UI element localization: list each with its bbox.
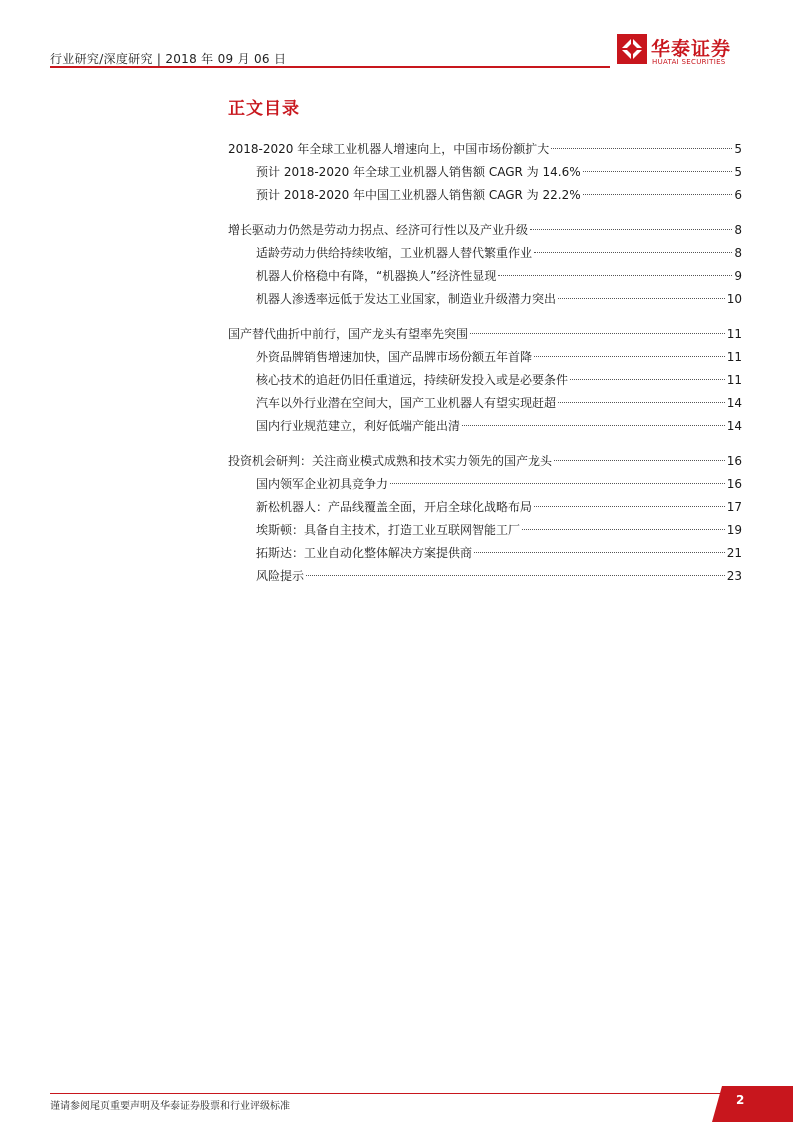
toc-entry[interactable] xyxy=(228,452,742,470)
brand-name-en: HUATAI SECURITIES xyxy=(652,58,726,66)
toc-entry-label: 适龄劳动力供给持续收缩，工业机器人替代繁重作业 xyxy=(256,246,533,260)
toc-leader-dots xyxy=(306,575,725,576)
toc-title: 正文目录 xyxy=(228,99,300,119)
toc-entry[interactable] xyxy=(256,163,742,181)
toc-leader-dots xyxy=(558,298,725,299)
toc-leader-dots xyxy=(583,194,733,195)
toc-entry-label: 拓斯达：工业自动化整体解决方案提供商 xyxy=(256,546,473,560)
footer-divider xyxy=(50,1093,720,1094)
toc-entry-label: 国产替代曲折中前行，国产龙头有望率先突围 xyxy=(228,327,469,341)
toc-entry-label: 机器人价格稳中有降，“机器换人”经济性显现 xyxy=(256,269,497,283)
toc-entry-label: 2018-2020 年全球工业机器人增速向上，中国市场份额扩大 xyxy=(228,142,550,156)
toc-entry[interactable] xyxy=(256,290,742,308)
toc-entry[interactable] xyxy=(256,244,742,262)
toc-leader-dots xyxy=(522,529,725,530)
toc-leader-dots xyxy=(462,425,725,426)
toc-leader-dots xyxy=(470,333,725,334)
toc-entry-page: 8 xyxy=(734,223,742,237)
toc-entry[interactable] xyxy=(256,371,742,389)
toc-entry[interactable] xyxy=(228,325,742,343)
header-divider xyxy=(50,66,610,68)
toc-entry-page: 19 xyxy=(726,523,742,537)
toc-entry-page: 8 xyxy=(734,246,742,260)
toc-entry-page: 11 xyxy=(726,373,742,387)
toc-entry-label: 预计 2018-2020 年中国工业机器人销售额 CAGR 为 22.2% xyxy=(256,188,581,202)
toc-entry-page: 16 xyxy=(726,477,742,491)
toc-entry-label: 投资机会研判：关注商业模式成熟和技术实力领先的国产龙头 xyxy=(228,454,553,468)
page-number: 2 xyxy=(736,1093,745,1107)
toc-entry[interactable] xyxy=(256,348,742,366)
toc-leader-dots xyxy=(474,552,725,553)
toc-entry-page: 17 xyxy=(726,500,742,514)
footer-disclaimer: 谨请参阅尾页重要声明及华泰证券股票和行业评级标准 xyxy=(50,1101,290,1112)
toc-entry-label: 风险提示 xyxy=(256,569,305,583)
toc-leader-dots xyxy=(583,171,733,172)
header-text: 行业研究/深度研究 | 2018 年 09 月 06 日 xyxy=(50,52,287,66)
toc-leader-dots xyxy=(570,379,725,380)
huatai-logo-icon xyxy=(617,34,647,64)
toc-leader-dots xyxy=(534,506,725,507)
toc-entry[interactable] xyxy=(256,521,742,539)
toc-entry-label: 机器人渗透率远低于发达工业国家，制造业升级潜力突出 xyxy=(256,292,557,306)
toc-entry-page: 10 xyxy=(726,292,742,306)
toc-entry-page: 21 xyxy=(726,546,742,560)
toc-leader-dots xyxy=(534,252,732,253)
toc-entry-label: 预计 2018-2020 年全球工业机器人销售额 CAGR 为 14.6% xyxy=(256,165,581,179)
toc-entry-label: 埃斯顿：具备自主技术，打造工业互联网智能工厂 xyxy=(256,523,521,537)
toc-entry-page: 23 xyxy=(726,569,742,583)
toc-entry-label: 增长驱动力仍然是劳动力拐点、经济可行性以及产业升级 xyxy=(228,223,529,237)
toc-entry-page: 11 xyxy=(726,350,742,364)
toc-entry[interactable] xyxy=(256,498,742,516)
brand-name-cn: 华泰证券 xyxy=(651,38,732,60)
toc-entry-label: 汽车以外行业潜在空间大，国产工业机器人有望实现赶超 xyxy=(256,396,557,410)
toc-entry-page: 16 xyxy=(726,454,742,468)
toc-entry-page: 6 xyxy=(734,188,742,202)
toc-entry[interactable] xyxy=(256,475,742,493)
toc-leader-dots xyxy=(534,356,725,357)
toc-entry[interactable] xyxy=(256,544,742,562)
toc-leader-dots xyxy=(390,483,725,484)
toc-leader-dots xyxy=(558,402,725,403)
toc-leader-dots xyxy=(554,460,725,461)
toc-entry-label: 新松机器人：产品线覆盖全面，开启全球化战略布局 xyxy=(256,500,533,514)
toc-entry-page: 11 xyxy=(726,327,742,341)
toc-entry[interactable] xyxy=(256,267,742,285)
toc-entry-label: 国内领军企业初具竞争力 xyxy=(256,477,389,491)
toc-entry-page: 14 xyxy=(726,396,742,410)
toc-entry-label: 外资品牌销售增速加快，国产品牌市场份额五年首降 xyxy=(256,350,533,364)
brand-logo xyxy=(617,34,747,70)
toc-entry-label: 核心技术的追赶仍旧任重道远，持续研发投入或是必要条件 xyxy=(256,373,569,387)
toc-entry[interactable] xyxy=(256,567,742,585)
toc-leader-dots xyxy=(551,148,732,149)
footer-page-tab xyxy=(712,1086,793,1122)
toc-entry-label: 国内行业规范建立，利好低端产能出清 xyxy=(256,419,461,433)
toc-entry-page: 14 xyxy=(726,419,742,433)
toc-entry[interactable] xyxy=(228,140,742,158)
toc-entry[interactable] xyxy=(256,394,742,412)
toc-entry-page: 5 xyxy=(734,165,742,179)
toc-entry[interactable] xyxy=(256,417,742,435)
toc-entry[interactable] xyxy=(228,221,742,239)
toc-entry-page: 9 xyxy=(734,269,742,283)
toc-leader-dots xyxy=(530,229,732,230)
toc-leader-dots xyxy=(498,275,732,276)
toc-entry-page: 5 xyxy=(734,142,742,156)
toc-entry[interactable] xyxy=(256,186,742,204)
